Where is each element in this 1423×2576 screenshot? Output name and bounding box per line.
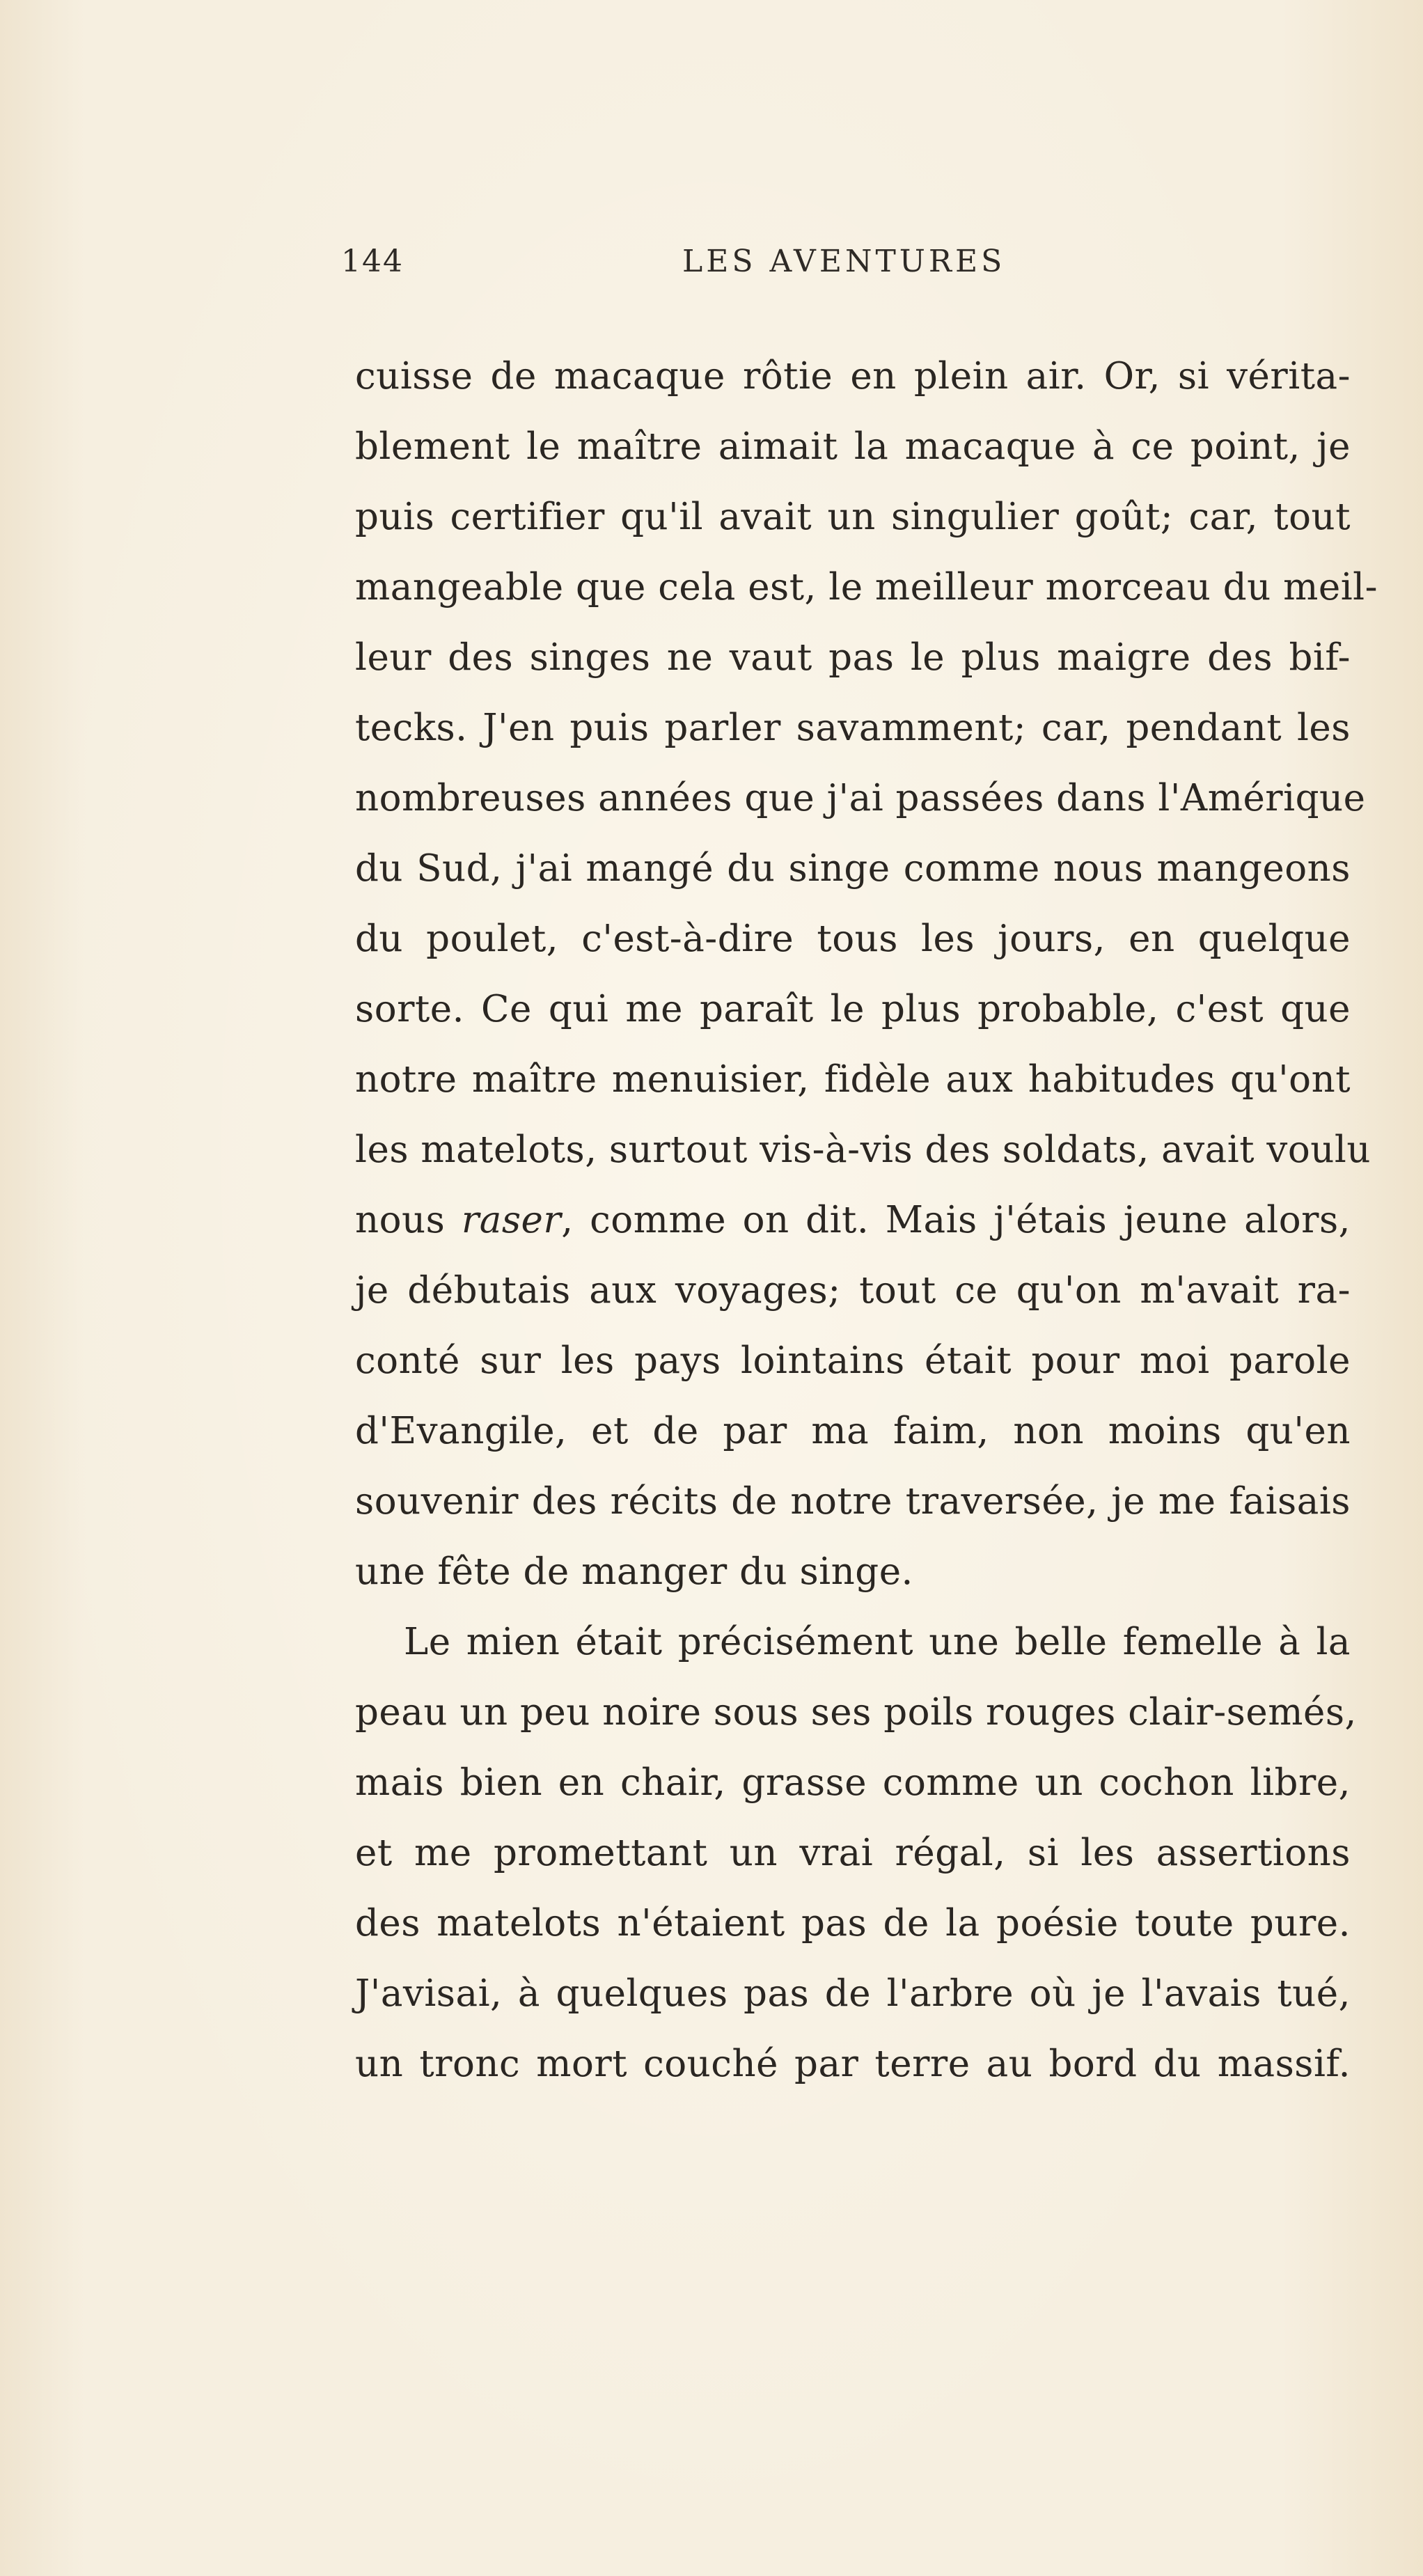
text-line: et me promettant un vrai régal, si les assertions — [355, 1832, 1351, 1874]
text-line: cuisse de macaque rôtie en plein air. Or, si vérita- — [355, 355, 1351, 398]
text-line: mais bien en chair, grasse comme un cochon libre, — [355, 1761, 1351, 1804]
text-line: des matelots n'étaient pas de la poésie toute pure. — [355, 1902, 1351, 1945]
italic-word: raser — [461, 1199, 562, 1241]
text-line: peau un peu noire sous ses poils rouges clair-semés, — [355, 1691, 1357, 1734]
text-line: mangeable que cela est, le meilleur morceau du meil- — [355, 566, 1378, 608]
text-line: un tronc mort couché par terre au bord du massif. — [355, 2043, 1351, 2085]
text-line: puis certifier qu'il avait un singulier goût; car, tout — [355, 496, 1351, 538]
text-line: une fête de manger du singe. — [355, 1550, 913, 1593]
text-line: notre maître menuisier, fidèle aux habitudes qu'ont — [355, 1058, 1351, 1101]
text-line: du Sud, j'ai mangé du singe comme nous mangeons — [355, 847, 1351, 890]
text-line: J'avisai, à quelques pas de l'arbre où je l'avais tué, — [355, 1972, 1351, 2015]
text-line: conté sur les pays lointains était pour moi parole — [355, 1340, 1351, 1382]
text-line: sorte. Ce qui me paraît le plus probable, c'est que — [355, 988, 1351, 1030]
text-line: tecks. J'en puis parler savamment; car, pendant les — [355, 707, 1351, 749]
text-line: nombreuses années que j'ai passées dans l'Amérique — [355, 777, 1366, 819]
running-title: LES AVENTURES — [682, 244, 1006, 279]
running-head — [341, 244, 1371, 285]
page-number: 144 — [341, 244, 404, 279]
text-fragment: nous — [355, 1199, 462, 1241]
text-line: Le mien était précisément une belle femelle à la — [404, 1621, 1351, 1663]
text-line: du poulet, c'est-à-dire tous les jours, en quelque — [355, 918, 1351, 960]
text-line-italic — [355, 1185, 1351, 1255]
text-line: les matelots, surtout vis-à-vis des soldats, avait voulu — [355, 1129, 1371, 1171]
text-fragment: , comme on dit. Mais j'étais jeune alors, — [561, 1199, 1351, 1241]
text-line: souvenir des récits de notre traversée, je me faisais — [355, 1480, 1351, 1523]
text-line: blement le maître aimait la macaque à ce point, je — [355, 425, 1351, 468]
text-line: leur des singes ne vaut pas le plus maigre des bif- — [355, 636, 1351, 679]
text-line: d'Evangile, et de par ma faim, non moins qu'en — [355, 1410, 1351, 1452]
text-line: je débutais aux voyages; tout ce qu'on m'avait ra- — [355, 1269, 1351, 1312]
body-text — [355, 341, 1378, 2099]
